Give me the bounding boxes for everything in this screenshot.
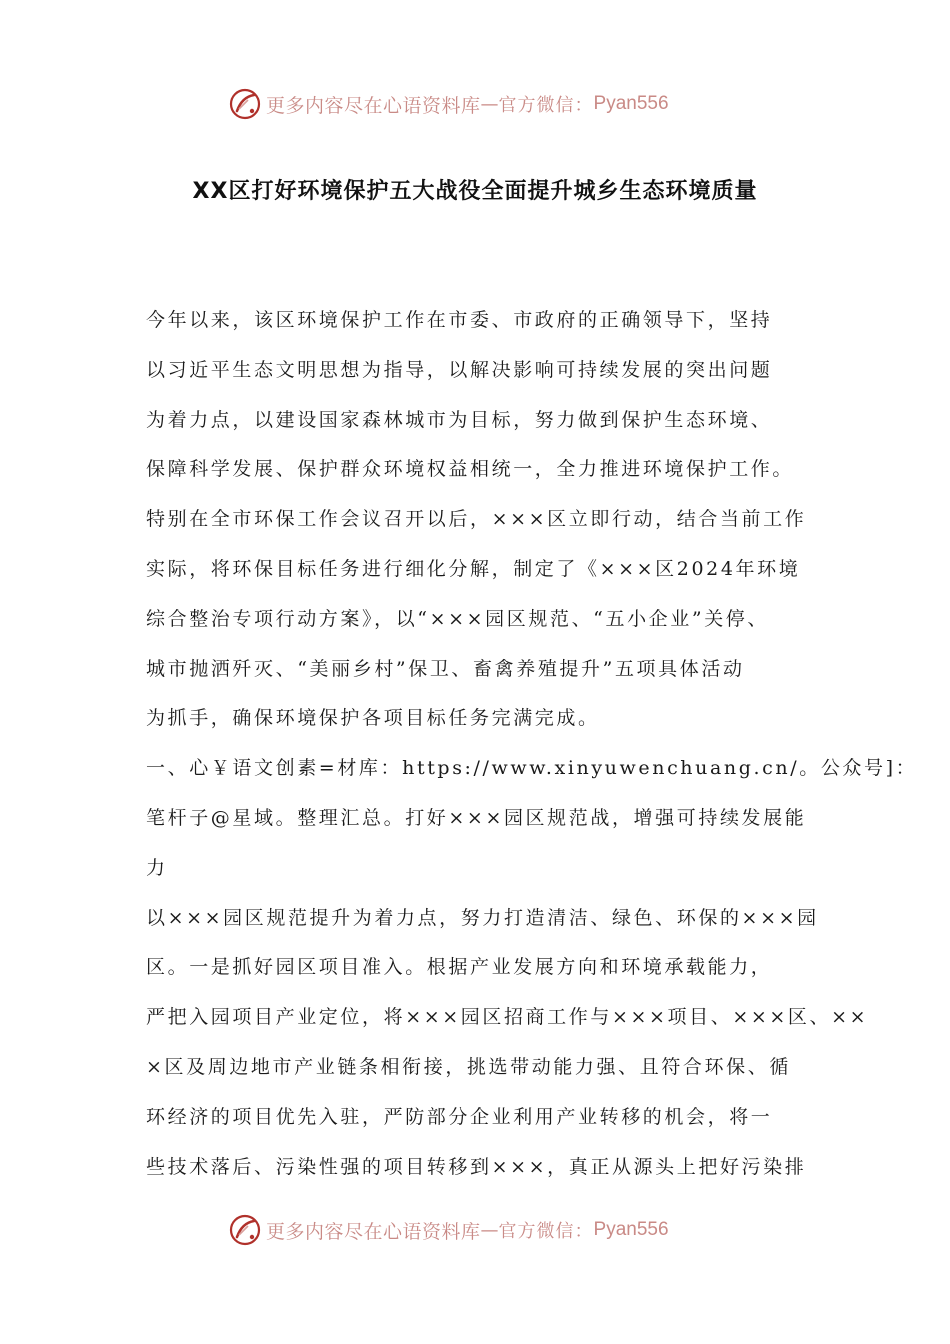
body-line: 些技术落后、污染性强的项目转移到×××，真正从源头上把好污染排 (146, 1155, 807, 1178)
library-logo-icon (228, 1213, 262, 1247)
body-line: 特别在全市环保工作会议召开以后，×××区立即行动，结合当前工作 (146, 508, 807, 531)
body-line: 笔杆子@星域。整理汇总。打好×××园区规范战，增强可持续发展能 (146, 806, 807, 829)
body-line: 城市抛洒歼灭、“美丽乡村”保卫、畜禽养殖提升”五项具体活动 (146, 657, 745, 680)
body-line: 严把入园项目产业定位，将×××园区招商工作与×××项目、×××区、×× (146, 1006, 869, 1029)
document-title: XX区打好环境保护五大战役全面提升城乡生态环境质量 (192, 179, 758, 204)
library-logo-icon (228, 87, 262, 121)
footer-watermark (228, 1212, 669, 1248)
body-line: 以习近平生态文明思想为指导，以解决影响可持续发展的突出问题 (146, 358, 773, 381)
watermark-dash: — (480, 93, 499, 115)
watermark-label: 官方微信： (498, 95, 594, 116)
watermark-dash: — (480, 1219, 499, 1241)
document-body (146, 296, 918, 1192)
body-line: 一、心￥语文创素=材库：https://www.xinyuwenchuang.cn/。公众号]： (146, 757, 918, 780)
watermark-main-text: 更多内容尽在心语资料库 (266, 1220, 481, 1243)
body-line: 以×××园区规范提升为着力点，努力打造清洁、绿色、环保的×××园 (146, 906, 819, 929)
header-watermark (228, 86, 669, 122)
body-line: 为着力点，以建设国家森林城市为目标，努力做到保护生态环境、 (146, 408, 773, 431)
watermark-main-text: 更多内容尽在心语资料库 (266, 94, 481, 117)
watermark-wechat-id: Pyan556 (593, 1219, 669, 1240)
body-line: 实际，将环保目标任务进行细化分解，制定了《×××区2024年环境 (146, 557, 801, 580)
body-line: 力 (146, 856, 168, 879)
body-line: 为抓手，确保环境保护各项目标任务完满完成。 (146, 707, 600, 730)
body-line: 综合整治专项行动方案》，以“×××园区规范、“五小企业”关停、 (146, 607, 770, 630)
watermark-label: 官方微信： (498, 1221, 594, 1242)
body-line: 区。一是抓好园区项目准入。根据产业发展方向和环境承载能力， (146, 956, 773, 979)
body-line: ×区及周边地市产业链条相衔接，挑选带动能力强、且符合环保、循 (146, 1055, 791, 1078)
body-line: 保障科学发展、保护群众环境权益相统一，全力推进环境保护工作。 (146, 458, 795, 481)
body-line: 今年以来，该区环境保护工作在市委、市政府的正确领导下，坚持 (146, 309, 773, 331)
body-line: 环经济的项目优先入驻，严防部分企业利用产业转移的机会，将一 (146, 1105, 773, 1128)
watermark-wechat-id: Pyan556 (593, 93, 669, 114)
